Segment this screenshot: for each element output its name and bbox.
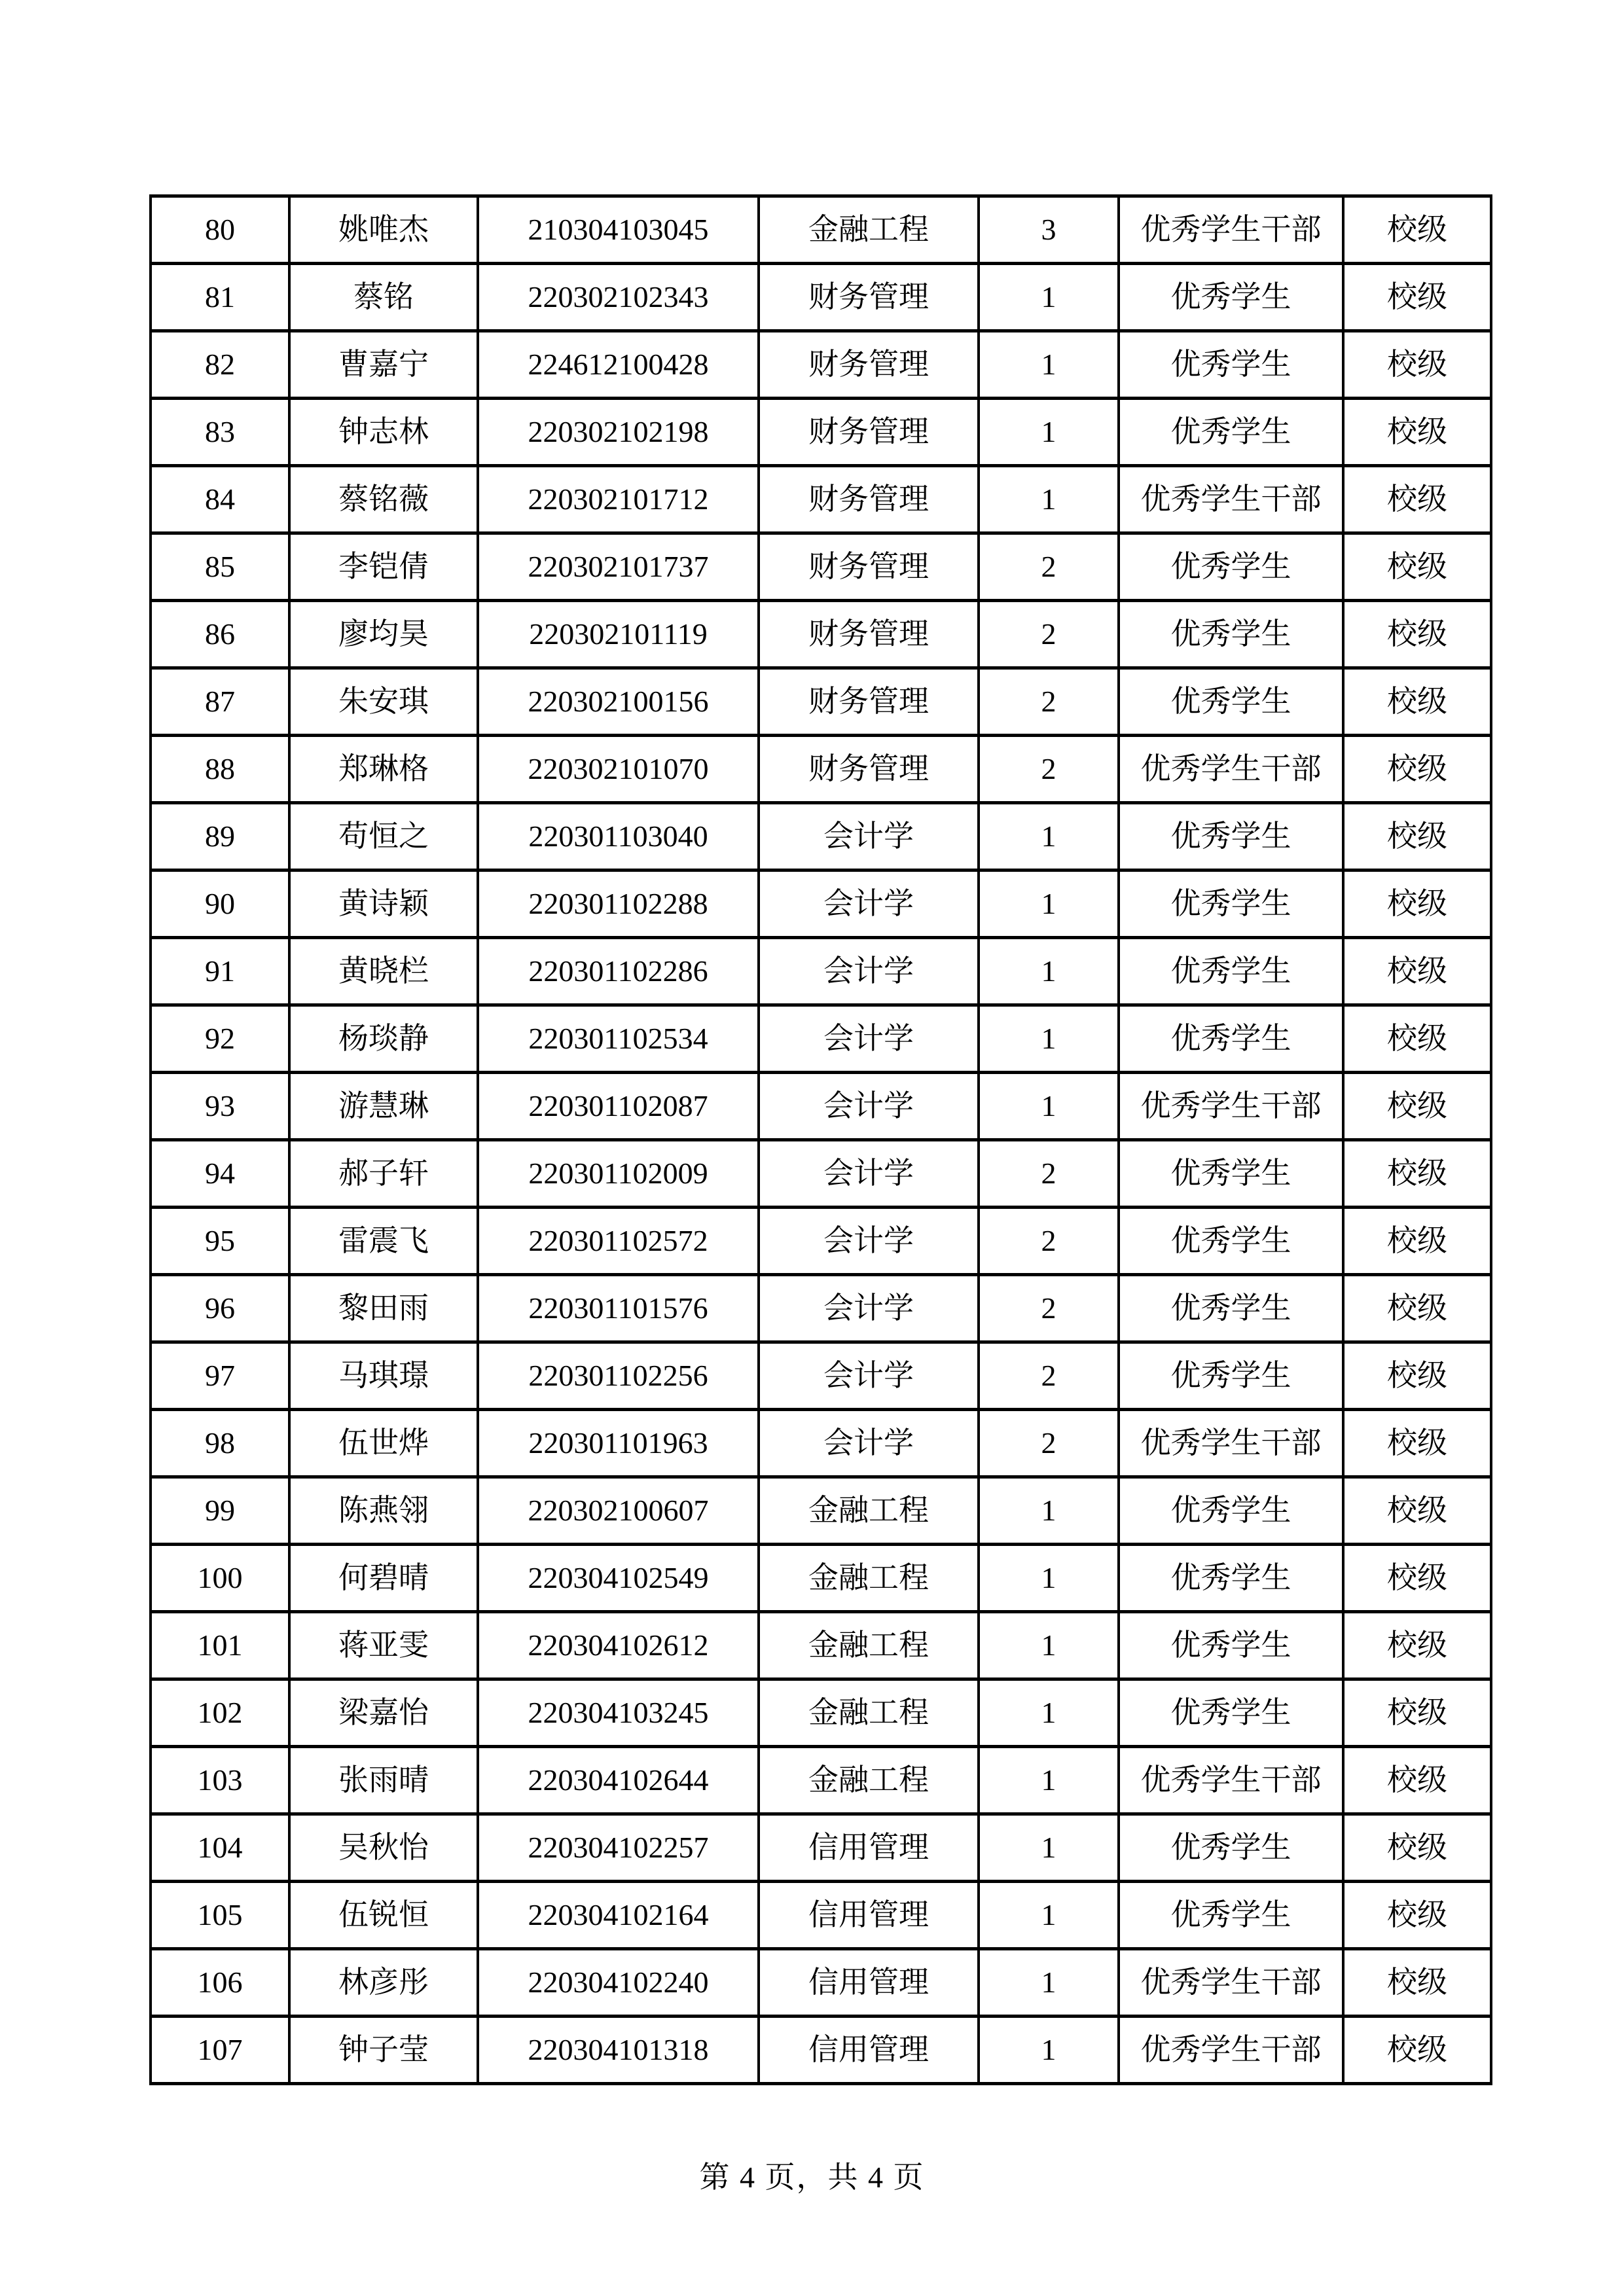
- cell-row-number: 102: [151, 1679, 289, 1747]
- cell-award-title: 优秀学生: [1119, 399, 1343, 466]
- cell-row-number: 107: [151, 2017, 289, 2084]
- cell-award-level: 校级: [1343, 1477, 1491, 1545]
- cell-award-level: 校级: [1343, 938, 1491, 1005]
- cell-student-id: 220302101119: [478, 601, 759, 668]
- cell-class-number: 1: [979, 870, 1119, 938]
- cell-student-name: 张雨晴: [289, 1747, 478, 1814]
- cell-student-name: 李铠倩: [289, 533, 478, 601]
- cell-row-number: 80: [151, 196, 289, 264]
- cell-major: 信用管理: [759, 2017, 979, 2084]
- cell-award-level: 校级: [1343, 1073, 1491, 1140]
- cell-major: 财务管理: [759, 331, 979, 399]
- cell-major: 财务管理: [759, 533, 979, 601]
- cell-row-number: 98: [151, 1410, 289, 1477]
- cell-row-number: 87: [151, 668, 289, 736]
- cell-award-title: 优秀学生: [1119, 1140, 1343, 1208]
- cell-major: 会计学: [759, 803, 979, 870]
- cell-row-number: 103: [151, 1747, 289, 1814]
- cell-student-id: 210304103045: [478, 196, 759, 264]
- cell-award-level: 校级: [1343, 1275, 1491, 1342]
- cell-row-number: 106: [151, 1949, 289, 2017]
- cell-award-title: 优秀学生干部: [1119, 1747, 1343, 1814]
- cell-student-name: 伍世烨: [289, 1410, 478, 1477]
- cell-award-level: 校级: [1343, 1005, 1491, 1073]
- cell-student-id: 224612100428: [478, 331, 759, 399]
- cell-award-title: 优秀学生: [1119, 1882, 1343, 1949]
- cell-award-title: 优秀学生: [1119, 1814, 1343, 1882]
- cell-student-id: 220304102549: [478, 1545, 759, 1612]
- cell-award-title: 优秀学生: [1119, 668, 1343, 736]
- cell-major: 财务管理: [759, 736, 979, 803]
- table-row: [151, 466, 1491, 533]
- cell-award-level: 校级: [1343, 1612, 1491, 1679]
- cell-student-id: 220304102164: [478, 1882, 759, 1949]
- cell-student-id: 220301102572: [478, 1208, 759, 1275]
- cell-student-id: 220301101963: [478, 1410, 759, 1477]
- cell-award-level: 校级: [1343, 1747, 1491, 1814]
- cell-class-number: 1: [979, 331, 1119, 399]
- cell-student-id: 220304101318: [478, 2017, 759, 2084]
- cell-award-title: 优秀学生: [1119, 803, 1343, 870]
- table-row: [151, 803, 1491, 870]
- cell-student-name: 伍锐恒: [289, 1882, 478, 1949]
- cell-student-id: 220302101737: [478, 533, 759, 601]
- table-row: [151, 1747, 1491, 1814]
- table-row: [151, 264, 1491, 331]
- cell-class-number: 1: [979, 1005, 1119, 1073]
- cell-class-number: 1: [979, 1949, 1119, 2017]
- cell-major: 金融工程: [759, 196, 979, 264]
- cell-student-name: 雷震飞: [289, 1208, 478, 1275]
- cell-student-id: 220302102198: [478, 399, 759, 466]
- cell-award-title: 优秀学生: [1119, 1005, 1343, 1073]
- cell-award-title: 优秀学生干部: [1119, 1073, 1343, 1140]
- cell-award-level: 校级: [1343, 2017, 1491, 2084]
- cell-student-id: 220304102240: [478, 1949, 759, 2017]
- cell-award-level: 校级: [1343, 870, 1491, 938]
- cell-student-name: 游慧琳: [289, 1073, 478, 1140]
- cell-student-name: 黎田雨: [289, 1275, 478, 1342]
- cell-award-level: 校级: [1343, 1410, 1491, 1477]
- table-row: [151, 196, 1491, 264]
- table-body: [151, 196, 1491, 2084]
- cell-award-title: 优秀学生: [1119, 264, 1343, 331]
- cell-major: 金融工程: [759, 1679, 979, 1747]
- cell-student-name: 朱安琪: [289, 668, 478, 736]
- cell-row-number: 96: [151, 1275, 289, 1342]
- cell-award-title: 优秀学生: [1119, 1275, 1343, 1342]
- cell-class-number: 1: [979, 938, 1119, 1005]
- table-row: [151, 1814, 1491, 1882]
- table-row: [151, 736, 1491, 803]
- cell-class-number: 2: [979, 668, 1119, 736]
- cell-award-level: 校级: [1343, 1814, 1491, 1882]
- table-row: [151, 533, 1491, 601]
- cell-major: 金融工程: [759, 1545, 979, 1612]
- table-row: [151, 1410, 1491, 1477]
- cell-class-number: 1: [979, 1747, 1119, 1814]
- cell-row-number: 95: [151, 1208, 289, 1275]
- cell-student-id: 220301102534: [478, 1005, 759, 1073]
- cell-class-number: 2: [979, 1275, 1119, 1342]
- cell-award-title: 优秀学生: [1119, 1208, 1343, 1275]
- cell-award-title: 优秀学生: [1119, 870, 1343, 938]
- cell-row-number: 89: [151, 803, 289, 870]
- cell-row-number: 100: [151, 1545, 289, 1612]
- cell-class-number: 1: [979, 1545, 1119, 1612]
- cell-class-number: 2: [979, 533, 1119, 601]
- cell-class-number: 2: [979, 1140, 1119, 1208]
- cell-award-title: 优秀学生: [1119, 1679, 1343, 1747]
- table-row: [151, 668, 1491, 736]
- cell-award-level: 校级: [1343, 736, 1491, 803]
- cell-row-number: 99: [151, 1477, 289, 1545]
- table-row: [151, 1342, 1491, 1410]
- cell-student-id: 220301103040: [478, 803, 759, 870]
- cell-award-level: 校级: [1343, 601, 1491, 668]
- cell-award-title: 优秀学生: [1119, 938, 1343, 1005]
- cell-award-level: 校级: [1343, 803, 1491, 870]
- cell-class-number: 1: [979, 264, 1119, 331]
- cell-major: 信用管理: [759, 1882, 979, 1949]
- cell-award-level: 校级: [1343, 668, 1491, 736]
- cell-student-name: 苟恒之: [289, 803, 478, 870]
- cell-major: 会计学: [759, 1140, 979, 1208]
- cell-student-id: 220302100607: [478, 1477, 759, 1545]
- cell-student-id: 220304102644: [478, 1747, 759, 1814]
- cell-award-title: 优秀学生: [1119, 601, 1343, 668]
- cell-award-level: 校级: [1343, 1949, 1491, 2017]
- cell-student-id: 220301102009: [478, 1140, 759, 1208]
- cell-award-title: 优秀学生干部: [1119, 736, 1343, 803]
- cell-class-number: 1: [979, 1477, 1119, 1545]
- cell-major: 会计学: [759, 1073, 979, 1140]
- cell-award-title: 优秀学生: [1119, 1612, 1343, 1679]
- table-row: [151, 1949, 1491, 2017]
- cell-award-level: 校级: [1343, 196, 1491, 264]
- cell-student-id: 220302101712: [478, 466, 759, 533]
- cell-row-number: 104: [151, 1814, 289, 1882]
- cell-award-level: 校级: [1343, 1208, 1491, 1275]
- cell-award-title: 优秀学生干部: [1119, 1949, 1343, 2017]
- cell-student-id: 220304103245: [478, 1679, 759, 1747]
- cell-class-number: 2: [979, 1410, 1119, 1477]
- table-row: [151, 1208, 1491, 1275]
- table-row: [151, 2017, 1491, 2084]
- cell-class-number: 1: [979, 466, 1119, 533]
- cell-major: 金融工程: [759, 1747, 979, 1814]
- table-row: [151, 1477, 1491, 1545]
- cell-award-title: 优秀学生: [1119, 331, 1343, 399]
- cell-student-name: 梁嘉怡: [289, 1679, 478, 1747]
- cell-major: 信用管理: [759, 1949, 979, 2017]
- table-row: [151, 331, 1491, 399]
- cell-major: 会计学: [759, 870, 979, 938]
- cell-class-number: 2: [979, 1208, 1119, 1275]
- cell-award-level: 校级: [1343, 1679, 1491, 1747]
- cell-student-name: 陈燕翎: [289, 1477, 478, 1545]
- cell-award-title: 优秀学生: [1119, 1342, 1343, 1410]
- cell-major: 会计学: [759, 1342, 979, 1410]
- cell-class-number: 1: [979, 1679, 1119, 1747]
- cell-award-level: 校级: [1343, 399, 1491, 466]
- cell-class-number: 1: [979, 1612, 1119, 1679]
- cell-student-name: 郑琳格: [289, 736, 478, 803]
- cell-award-title: 优秀学生: [1119, 533, 1343, 601]
- cell-student-id: 220304102612: [478, 1612, 759, 1679]
- table-row: [151, 1275, 1491, 1342]
- cell-student-name: 黄诗颖: [289, 870, 478, 938]
- cell-major: 会计学: [759, 1208, 979, 1275]
- cell-award-title: 优秀学生干部: [1119, 2017, 1343, 2084]
- cell-row-number: 105: [151, 1882, 289, 1949]
- cell-major: 财务管理: [759, 399, 979, 466]
- cell-row-number: 94: [151, 1140, 289, 1208]
- cell-award-level: 校级: [1343, 1545, 1491, 1612]
- cell-student-id: 220304102257: [478, 1814, 759, 1882]
- cell-row-number: 81: [151, 264, 289, 331]
- cell-class-number: 1: [979, 1882, 1119, 1949]
- cell-student-id: 220302101070: [478, 736, 759, 803]
- cell-row-number: 93: [151, 1073, 289, 1140]
- cell-major: 财务管理: [759, 601, 979, 668]
- table-row: [151, 601, 1491, 668]
- cell-student-id: 220302100156: [478, 668, 759, 736]
- cell-major: 财务管理: [759, 668, 979, 736]
- cell-student-name: 钟志林: [289, 399, 478, 466]
- cell-class-number: 3: [979, 196, 1119, 264]
- cell-row-number: 91: [151, 938, 289, 1005]
- cell-student-name: 姚唯杰: [289, 196, 478, 264]
- cell-award-title: 优秀学生干部: [1119, 466, 1343, 533]
- cell-major: 会计学: [759, 938, 979, 1005]
- cell-award-level: 校级: [1343, 264, 1491, 331]
- page-number-footer: 第 4 页，共 4 页: [699, 2161, 925, 2194]
- cell-major: 会计学: [759, 1410, 979, 1477]
- cell-student-name: 蔡铭薇: [289, 466, 478, 533]
- cell-class-number: 1: [979, 1814, 1119, 1882]
- cell-award-level: 校级: [1343, 466, 1491, 533]
- cell-award-title: 优秀学生干部: [1119, 196, 1343, 264]
- cell-student-name: 林彦彤: [289, 1949, 478, 2017]
- cell-student-name: 廖均昊: [289, 601, 478, 668]
- cell-award-level: 校级: [1343, 1342, 1491, 1410]
- cell-student-name: 钟子莹: [289, 2017, 478, 2084]
- cell-row-number: 84: [151, 466, 289, 533]
- cell-award-level: 校级: [1343, 331, 1491, 399]
- cell-class-number: 2: [979, 601, 1119, 668]
- cell-student-name: 何碧晴: [289, 1545, 478, 1612]
- cell-class-number: 1: [979, 803, 1119, 870]
- cell-major: 会计学: [759, 1005, 979, 1073]
- student-award-table: [149, 194, 1492, 2085]
- cell-student-id: 220301102288: [478, 870, 759, 938]
- cell-student-name: 吴秋怡: [289, 1814, 478, 1882]
- cell-major: 金融工程: [759, 1612, 979, 1679]
- cell-row-number: 82: [151, 331, 289, 399]
- cell-award-level: 校级: [1343, 1882, 1491, 1949]
- cell-row-number: 101: [151, 1612, 289, 1679]
- cell-award-title: 优秀学生干部: [1119, 1410, 1343, 1477]
- cell-student-id: 220302102343: [478, 264, 759, 331]
- cell-major: 会计学: [759, 1275, 979, 1342]
- cell-award-title: 优秀学生: [1119, 1545, 1343, 1612]
- cell-class-number: 1: [979, 1073, 1119, 1140]
- cell-major: 金融工程: [759, 1477, 979, 1545]
- cell-row-number: 83: [151, 399, 289, 466]
- cell-row-number: 90: [151, 870, 289, 938]
- cell-student-name: 郝子轩: [289, 1140, 478, 1208]
- table-row: [151, 1882, 1491, 1949]
- cell-student-name: 马琪璟: [289, 1342, 478, 1410]
- cell-row-number: 86: [151, 601, 289, 668]
- table-row: [151, 399, 1491, 466]
- table-row: [151, 1545, 1491, 1612]
- cell-award-level: 校级: [1343, 533, 1491, 601]
- table-row: [151, 1005, 1491, 1073]
- cell-major: 财务管理: [759, 264, 979, 331]
- cell-student-name: 杨琰静: [289, 1005, 478, 1073]
- cell-student-id: 220301102286: [478, 938, 759, 1005]
- cell-award-title: 优秀学生: [1119, 1477, 1343, 1545]
- cell-class-number: 1: [979, 399, 1119, 466]
- cell-row-number: 97: [151, 1342, 289, 1410]
- cell-class-number: 2: [979, 736, 1119, 803]
- cell-student-id: 220301102256: [478, 1342, 759, 1410]
- cell-major: 信用管理: [759, 1814, 979, 1882]
- cell-row-number: 85: [151, 533, 289, 601]
- table-row: [151, 1612, 1491, 1679]
- cell-student-name: 蒋亚雯: [289, 1612, 478, 1679]
- table-row: [151, 870, 1491, 938]
- cell-student-id: 220301101576: [478, 1275, 759, 1342]
- table-row: [151, 1073, 1491, 1140]
- cell-class-number: 2: [979, 1342, 1119, 1410]
- cell-award-level: 校级: [1343, 1140, 1491, 1208]
- cell-student-name: 曹嘉宁: [289, 331, 478, 399]
- table-row: [151, 1140, 1491, 1208]
- cell-row-number: 88: [151, 736, 289, 803]
- cell-student-name: 黄晓栏: [289, 938, 478, 1005]
- cell-class-number: 1: [979, 2017, 1119, 2084]
- table-row: [151, 938, 1491, 1005]
- cell-row-number: 92: [151, 1005, 289, 1073]
- cell-student-name: 蔡铭: [289, 264, 478, 331]
- cell-major: 财务管理: [759, 466, 979, 533]
- table-row: [151, 1679, 1491, 1747]
- cell-student-id: 220301102087: [478, 1073, 759, 1140]
